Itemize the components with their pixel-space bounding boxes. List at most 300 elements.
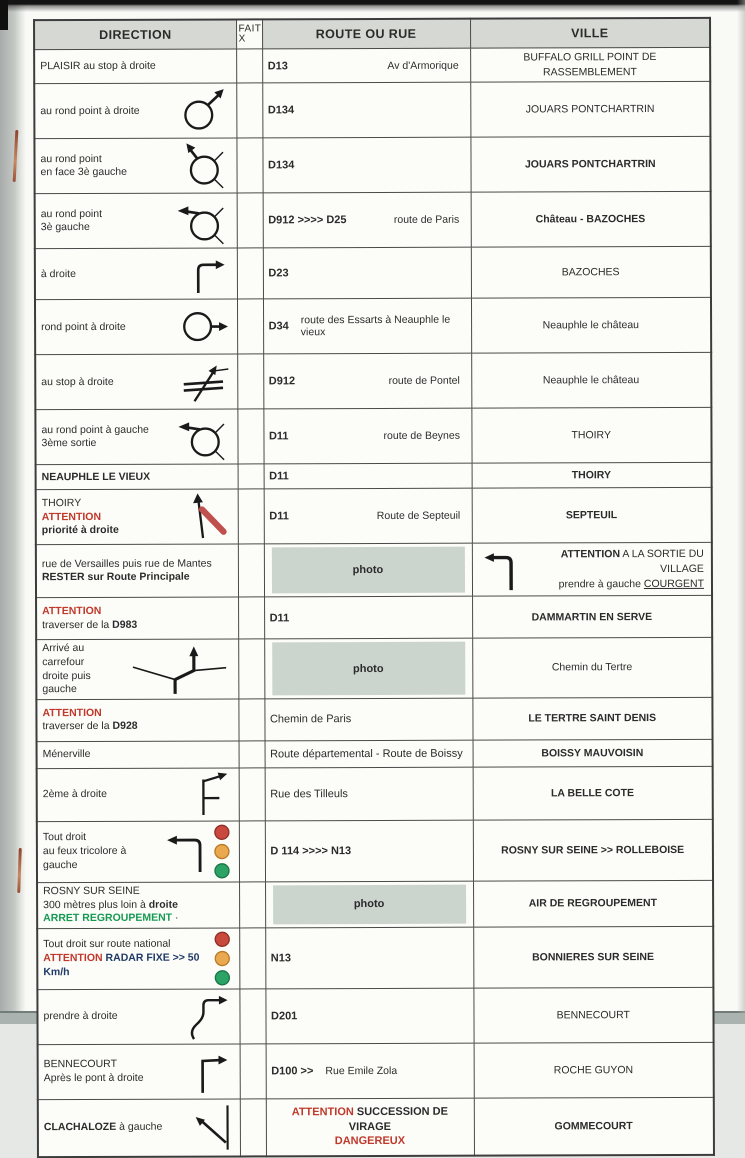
route-cell xyxy=(265,767,473,821)
directions-table xyxy=(33,17,715,1158)
header-fait-line1: FAIT xyxy=(239,23,262,34)
route-code: D11 xyxy=(270,612,290,624)
turn-right-icon xyxy=(185,251,229,297)
text-segment: ROSNY SUR SEINE xyxy=(43,885,140,897)
text-segment: 300 mètres plus loin à xyxy=(43,898,149,910)
direction-text xyxy=(40,59,231,73)
route-line xyxy=(270,612,467,625)
text-segment: D983 xyxy=(112,619,137,631)
text-segment: prendre à gauche xyxy=(559,578,644,590)
table-row xyxy=(37,819,713,882)
ville-text xyxy=(519,547,706,592)
table-row xyxy=(35,298,711,355)
ville-cell xyxy=(474,1042,714,1098)
route-code: D912 >>>> D25 xyxy=(268,214,346,226)
direction-cell-content xyxy=(40,141,231,192)
route-code: D134 xyxy=(268,160,294,172)
direction-line xyxy=(42,571,233,585)
text-segment: au rond point xyxy=(40,153,101,165)
ville-line xyxy=(476,157,705,172)
photo-placeholder xyxy=(271,547,464,594)
route-name: Av d'Armorique xyxy=(387,59,458,71)
direction-cell xyxy=(35,193,237,249)
fait-cell xyxy=(239,882,265,928)
direction-cell xyxy=(36,489,238,545)
direction-line xyxy=(41,221,174,235)
table-row xyxy=(36,697,712,741)
text-segment: SEPTEUIL xyxy=(566,509,617,521)
direction-cell-content xyxy=(43,991,234,1042)
photo-label: photo xyxy=(353,663,384,675)
direction-line xyxy=(43,845,160,873)
text-segment: 3è gauche xyxy=(41,221,90,233)
direction-line xyxy=(42,706,233,720)
text-segment: Après le pont à droite xyxy=(44,1072,144,1084)
scan-edge-top xyxy=(0,0,745,12)
direction-cell-content xyxy=(40,59,231,73)
direction-line xyxy=(41,320,172,334)
route-code: D13 xyxy=(268,60,288,72)
route-cell xyxy=(263,409,471,465)
direction-line xyxy=(42,557,233,571)
ville-line xyxy=(478,842,707,857)
direction-text xyxy=(42,706,233,734)
text-segment: Arrivé au carrefour xyxy=(42,642,87,668)
fait-cell xyxy=(239,989,265,1044)
direction-line xyxy=(41,267,184,281)
direction-line xyxy=(42,524,177,538)
text-segment: DANGEREUX xyxy=(335,1135,405,1147)
text-segment: au rond point à gauche xyxy=(41,424,148,436)
fait-cell xyxy=(237,299,263,354)
direction-line xyxy=(40,104,173,118)
fait-cell xyxy=(236,138,262,193)
direction-line xyxy=(43,748,234,762)
direction-cell xyxy=(36,464,238,490)
ville-cell xyxy=(473,819,713,881)
text-segment: prendre à droite xyxy=(43,1010,117,1022)
route-line xyxy=(268,59,465,72)
text-segment: COURGENT xyxy=(644,578,704,590)
direction-cell xyxy=(38,1099,240,1157)
direction-cell-content xyxy=(42,492,233,543)
crossroads-icon xyxy=(123,643,231,695)
text-segment: THOIRY xyxy=(571,429,611,441)
direction-text xyxy=(43,884,234,926)
route-warning-line xyxy=(271,1104,468,1134)
route-code: Rue des Tilleuls xyxy=(270,788,348,800)
ville-line xyxy=(478,745,707,760)
direction-line xyxy=(40,152,173,166)
priority-right-icon xyxy=(178,492,230,542)
direction-cell-content xyxy=(40,86,231,137)
ville-line xyxy=(478,609,707,624)
text-segment: JOUARS PONTCHARTRIN xyxy=(526,103,655,115)
direction-cell xyxy=(34,138,236,194)
route-name: route de Paris xyxy=(394,214,459,226)
scan-edge-left xyxy=(0,0,26,1024)
text-segment: Château - BAZOCHES xyxy=(536,213,646,225)
direction-line xyxy=(43,912,234,926)
text-segment: au rond point à droite xyxy=(40,104,139,116)
direction-line xyxy=(44,1058,185,1072)
direction-cell xyxy=(37,741,239,769)
direction-cell xyxy=(37,821,239,883)
text-segment: CLACHALOZE xyxy=(44,1121,116,1133)
table-row xyxy=(35,247,711,300)
fait-cell xyxy=(238,597,264,639)
ville-line xyxy=(479,1118,708,1133)
direction-cell-content xyxy=(44,1101,235,1154)
direction-cell xyxy=(37,928,239,990)
ville-cell xyxy=(470,82,710,138)
text-segment: PLAISIR au stop à droite xyxy=(40,60,156,72)
fait-cell xyxy=(237,193,263,248)
fait-cell xyxy=(238,639,264,699)
text-segment: BENNECOURT xyxy=(44,1058,117,1070)
ville-line xyxy=(476,50,705,80)
table-row xyxy=(36,543,712,598)
scan-edge-right xyxy=(737,0,745,1024)
direction-text xyxy=(42,557,233,585)
text-segment: en face 3è gauche xyxy=(41,166,127,178)
text-segment: BOISSY MAUVOISIN xyxy=(541,747,643,759)
route-line xyxy=(269,510,466,523)
direction-cell-content xyxy=(42,642,233,697)
scan-corner-mark xyxy=(0,0,8,30)
direction-cell xyxy=(38,1044,240,1100)
direction-cell xyxy=(35,354,237,410)
ville-cell xyxy=(474,1097,714,1155)
direction-line xyxy=(41,437,174,451)
direction-line xyxy=(44,1072,185,1086)
direction-text xyxy=(42,642,121,697)
route-cell xyxy=(264,464,472,490)
table-row xyxy=(34,137,710,194)
direction-text xyxy=(40,152,173,180)
route-line xyxy=(271,952,468,965)
direction-text xyxy=(42,497,177,538)
route-cell xyxy=(265,820,473,882)
roundabout-up-right-icon xyxy=(175,86,229,136)
text-segment: rue de Versailles puis rue de Mantes xyxy=(42,557,212,570)
fait-cell xyxy=(239,821,265,882)
fait-cell xyxy=(238,544,264,597)
text-segment: au rond point xyxy=(41,208,102,220)
table-row xyxy=(35,408,711,465)
route-cell xyxy=(262,138,470,194)
table-row xyxy=(38,1097,714,1157)
photo-placeholder xyxy=(272,642,465,695)
direction-text xyxy=(44,1121,185,1135)
route-cell xyxy=(264,698,472,741)
route-cell xyxy=(263,193,471,249)
table-row xyxy=(34,47,710,84)
ville-line xyxy=(477,373,706,388)
table-header-row xyxy=(34,18,710,50)
ville-line xyxy=(479,1062,708,1077)
left-at-light-icon xyxy=(161,828,207,876)
direction-cell-content xyxy=(43,884,234,926)
text-segment: D928 xyxy=(112,720,137,732)
direction-line xyxy=(41,207,174,221)
ville-cell xyxy=(473,987,713,1043)
direction-line xyxy=(40,59,231,73)
route-cell xyxy=(264,489,472,545)
route-line xyxy=(269,470,466,483)
header-route: ROUTE OU RUE xyxy=(262,19,470,49)
direction-cell-content xyxy=(41,357,232,408)
route-code: Chemin de Paris xyxy=(270,714,351,726)
table-row xyxy=(36,596,712,640)
route-line xyxy=(269,375,466,388)
route-cell xyxy=(265,927,473,989)
route-cell xyxy=(263,248,471,300)
direction-cell xyxy=(35,409,237,465)
text-segment: priorité à droite xyxy=(42,524,119,536)
text-segment: ATTENTION xyxy=(561,548,620,560)
direction-line xyxy=(42,497,177,511)
text-segment: 3ème sortie xyxy=(41,437,96,449)
fait-cell xyxy=(239,928,265,989)
stop-right-icon xyxy=(178,357,230,407)
text-segment: BONNIERES SUR SEINE xyxy=(532,951,654,963)
roundabout-up-left-icon xyxy=(175,141,229,191)
fait-cell xyxy=(240,1099,266,1157)
route-code: N13 xyxy=(271,952,291,964)
route-line xyxy=(268,104,465,117)
direction-line xyxy=(43,898,234,912)
direction-cell-content xyxy=(43,930,234,987)
roundabout-left-icon xyxy=(176,412,230,462)
header-fait-line2: X xyxy=(239,33,246,44)
ville-line xyxy=(476,265,705,280)
text-segment: ATTENTION xyxy=(42,707,101,719)
text-segment: · xyxy=(172,912,178,924)
ville-cell xyxy=(472,543,712,597)
route-line xyxy=(268,267,465,280)
fait-cell xyxy=(239,741,265,768)
direction-text xyxy=(43,788,184,802)
direction-line xyxy=(42,510,177,524)
table-row xyxy=(38,1042,714,1099)
direction-text xyxy=(42,470,233,484)
table-row xyxy=(36,463,712,490)
route-code: D11 xyxy=(269,471,289,483)
direction-text xyxy=(42,605,233,633)
direction-text xyxy=(40,104,173,118)
table-row xyxy=(34,82,710,139)
ville-line xyxy=(479,1007,708,1022)
route-line xyxy=(269,314,466,339)
ville-line xyxy=(476,212,705,227)
direction-cell-content xyxy=(43,748,234,762)
text-segment: traverser de la xyxy=(42,619,112,631)
direction-cell xyxy=(35,299,237,355)
direction-line xyxy=(42,670,121,698)
route-cell xyxy=(265,740,473,768)
direction-cell-content xyxy=(44,1046,235,1097)
fait-cell xyxy=(239,768,265,821)
text-segment: Tout droit sur route national xyxy=(43,938,170,950)
text-segment: THOIRY xyxy=(572,469,611,481)
direction-cell-content xyxy=(41,196,232,247)
text-segment: BUFFALO GRILL POINT DE RASSEMBLEMENT xyxy=(523,51,659,78)
direction-line xyxy=(44,1121,185,1135)
table-row xyxy=(35,353,711,410)
ville-line xyxy=(477,428,706,443)
route-line xyxy=(270,748,467,761)
text-segment: ARRET REGROUPEMENT xyxy=(43,912,172,924)
text-segment: SUCCESSION DE VIRAGE xyxy=(349,1105,451,1132)
route-name: Route de Septeuil xyxy=(377,510,461,522)
ville-cell xyxy=(471,408,711,464)
route-cell xyxy=(264,544,472,598)
ville-cell xyxy=(472,638,712,698)
direction-cell xyxy=(36,544,238,598)
direction-line xyxy=(43,884,234,898)
direction-text xyxy=(43,938,210,980)
text-segment: LA BELLE COTE xyxy=(551,787,634,799)
table-row xyxy=(37,739,713,768)
traffic-light-icon xyxy=(212,930,232,986)
route-line xyxy=(270,845,467,858)
direction-cell xyxy=(34,83,236,139)
text-segment: Neauphle le château xyxy=(543,374,639,386)
ville-line xyxy=(519,577,704,592)
header-fait xyxy=(236,19,262,49)
ville-cell xyxy=(471,247,711,299)
direction-cell xyxy=(36,639,238,699)
text-segment: 2ème à droite xyxy=(43,788,107,800)
text-segment: THOIRY xyxy=(42,497,82,509)
direction-line xyxy=(42,470,233,484)
direction-line xyxy=(43,788,184,802)
ville-line xyxy=(477,318,706,333)
route-cell xyxy=(265,881,473,928)
direction-line xyxy=(43,1010,184,1024)
ville-line xyxy=(478,660,707,675)
route-line xyxy=(269,430,466,443)
text-segment: ATTENTION xyxy=(42,605,101,617)
text-segment: Chemin du Tertre xyxy=(552,661,632,673)
text-segment: droite puis gauche xyxy=(42,670,93,696)
photo-label: photo xyxy=(354,898,385,910)
direction-text xyxy=(43,831,160,872)
ville-cell xyxy=(470,47,710,82)
ville-cell xyxy=(472,463,712,489)
ville-cell xyxy=(472,488,712,544)
text-segment: NEAUPHLE LE VIEUX xyxy=(42,470,151,482)
text-segment: JOUARS PONTCHARTRIN xyxy=(525,158,656,170)
ville-line xyxy=(519,547,704,577)
table-row xyxy=(36,638,712,700)
route-cell xyxy=(262,83,470,139)
route-cell xyxy=(263,299,471,355)
ville-cell xyxy=(471,298,711,354)
route-line xyxy=(268,159,465,172)
fait-cell xyxy=(238,699,264,741)
direction-cell-content xyxy=(43,823,234,880)
route-code: D34 xyxy=(269,321,289,333)
text-segment: ATTENTION xyxy=(42,510,101,522)
roundabout-left-icon xyxy=(175,196,229,246)
ville-cell xyxy=(473,766,713,820)
text-segment: à gauche xyxy=(116,1121,162,1133)
route-code: D11 xyxy=(269,511,289,523)
direction-cell-content xyxy=(43,770,234,819)
text-segment: BENNECOURT xyxy=(557,1009,630,1021)
route-code: D23 xyxy=(268,268,288,280)
direction-cell xyxy=(37,989,239,1045)
text-segment: au feux tricolore à gauche xyxy=(43,845,129,871)
direction-text xyxy=(41,423,174,451)
roundabout-right-icon xyxy=(174,302,230,352)
direction-text xyxy=(44,1058,185,1086)
route-name: route des Essarts à Neauphle le vieux xyxy=(301,314,466,339)
text-segment: rond point à droite xyxy=(41,320,126,332)
ville-cell xyxy=(471,192,711,248)
direction-text xyxy=(41,207,174,235)
text-segment: ROCHE GUYON xyxy=(554,1064,633,1076)
text-segment: AIR DE REGROUPEMENT xyxy=(529,897,657,909)
ville-cell xyxy=(473,880,713,927)
direction-cell-content xyxy=(41,412,232,463)
table-row xyxy=(35,192,711,249)
direction-line xyxy=(42,720,233,734)
route-line xyxy=(270,788,467,801)
text-segment: GOMMECOURT xyxy=(555,1120,633,1132)
direction-text xyxy=(41,320,172,334)
direction-cell xyxy=(36,699,238,742)
route-name: Rue Emile Zola xyxy=(325,1065,397,1077)
route-line xyxy=(270,713,467,726)
text-segment: RADAR FIXE >> 50 Km/h xyxy=(43,952,202,978)
direction-cell-content xyxy=(41,302,232,353)
direction-line xyxy=(41,375,176,389)
photo-placeholder xyxy=(273,885,466,925)
direction-cell-content xyxy=(42,557,233,585)
direction-line xyxy=(43,952,210,980)
text-segment: ROSNY SUR SEINE >> ROLLEBOISE xyxy=(501,844,684,857)
ville-cell xyxy=(471,353,711,409)
direction-line xyxy=(42,642,121,670)
text-segment: A LA SORTIE DU VILLAGE xyxy=(620,548,707,575)
direction-cell xyxy=(34,49,236,84)
route-line xyxy=(271,1065,468,1078)
route-code: D912 xyxy=(269,376,295,388)
direction-cell-content xyxy=(42,706,233,734)
direction-cell xyxy=(37,768,239,822)
text-segment: ATTENTION xyxy=(43,952,102,964)
route-cell xyxy=(266,1098,474,1156)
text-segment: Tout droit xyxy=(43,831,86,843)
diag-left-icon xyxy=(186,1101,232,1153)
table-row xyxy=(37,987,713,1044)
second-right-icon xyxy=(185,770,231,818)
ville-cell-content xyxy=(477,545,706,594)
text-segment: DAMMARTIN EN SERVE xyxy=(532,611,653,623)
route-cell xyxy=(266,1043,474,1099)
direction-cell xyxy=(35,248,237,300)
direction-text xyxy=(43,748,234,762)
turn-left-icon xyxy=(479,546,519,594)
route-cell xyxy=(262,48,470,83)
route-line xyxy=(268,214,465,227)
direction-text xyxy=(43,1010,184,1024)
direction-cell-content xyxy=(42,605,233,633)
route-code: Route départemental - Route de Boissy xyxy=(270,748,463,761)
